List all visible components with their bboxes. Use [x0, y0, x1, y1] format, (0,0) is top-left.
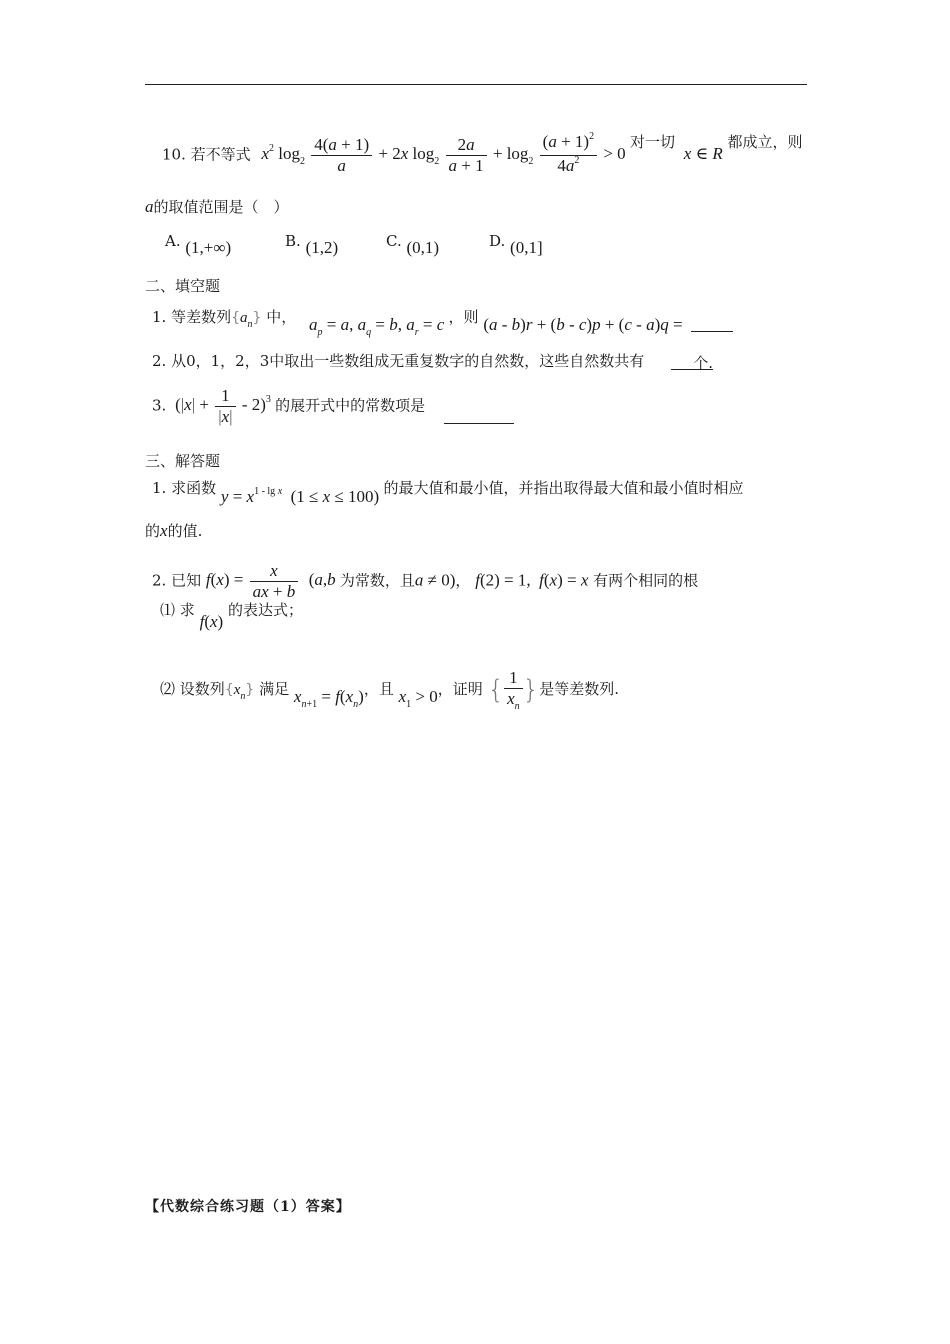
option-a-label: A.	[165, 232, 181, 250]
fill-q3-answer-blank[interactable]	[444, 407, 514, 424]
fill-q2-number: 2.	[152, 352, 167, 370]
solve-q2-number: 2.	[152, 571, 167, 590]
solve-q2-text2: 为常数，且	[339, 571, 415, 590]
q10-line1: 10. 若不等式 $x^2$ $\log_2$ $\frac{4(a + 1)}{a}$ + 2x $\log_2$ $\frac{2a}{a + 1}$ + $\log_2$ $\frac{(a + 1)^2}{4a^2}$ > 0 对一切 x ∈ R 都成立，则	[162, 131, 803, 175]
answer-heading: 【代数综合练习题（1）答案】	[145, 1199, 351, 1215]
solve-q1-line2a: 的	[145, 522, 161, 540]
header-rule	[145, 84, 807, 85]
fill-q1-answer-blank[interactable]	[691, 315, 733, 332]
part1-mark: ⑴	[160, 601, 176, 619]
option-d-value: (0,1]	[510, 238, 543, 257]
q10-number: 10.	[162, 145, 186, 164]
q10-tail2: 都成立，则	[727, 133, 803, 152]
option-d-label: D.	[489, 232, 506, 250]
fill-q1-number: 1.	[152, 308, 167, 326]
solve-q2: 2. 已知 f(x) = $\frac{x}{ax + b}$ (a,b 为常数，且a ≠ 0)， f(2) = 1, f(x) = x 有两个相同的根	[152, 561, 699, 601]
fill-q2-unit: 个.	[693, 354, 714, 372]
part2-text3: ，且	[363, 680, 394, 698]
q10-option-d	[489, 231, 543, 257]
part1-text2: 的表达式；	[228, 601, 304, 619]
fill-q3-number: 3.	[152, 396, 167, 415]
solve-q2-part1: ⑴ 求 f(x) 的表达式；	[160, 601, 304, 631]
fill-q3-text: 的展开式中的常数项是	[275, 396, 426, 415]
option-a-value: (1,+∞)	[185, 238, 232, 257]
option-c-value: (0,1)	[406, 238, 440, 257]
solve-q2-text3: ，	[455, 571, 471, 590]
q10-lead: 若不等式	[190, 145, 251, 164]
part2-mark: ⑵	[160, 680, 176, 698]
q10-option-a	[165, 231, 232, 257]
fill-q1-text3: ，则	[448, 308, 479, 326]
fill-q2-answer-blank[interactable]	[671, 353, 713, 370]
section3-title: 三、解答题	[145, 452, 221, 470]
solve-q2-part2: ⑵ 设数列$\{x_n\}$ 满足 $x_{n+1} = f(x_n)$，且 $x_1 > 0$，证明 { $\frac{1}{x_n}$ }是等差数列.	[160, 668, 619, 712]
solve-q1-text2: 的最大值和最小值，并指出取得最大值和最小值时相应	[383, 479, 744, 497]
solve-q2-text1: 已知	[171, 571, 202, 590]
q10-tail1: 对一切	[629, 133, 675, 152]
section2-title: 二、填空题	[145, 277, 221, 295]
fill-q3: 3. (|x| + $\frac{1}{|x|}$ - 2)$^3$ 的展开式中的常数项是	[152, 386, 514, 427]
q10-inequality: $x^2$ $\log_2$ $\frac{4(a + 1)}{a}$ + 2x $\log_2$ $\frac{2a}{a + 1}$ + $\log_2$ $\frac{(a + 1)^2}{4a^2}$ > 0	[261, 131, 630, 175]
solve-q2-text4: 有两个相同的根	[593, 571, 699, 590]
solve-q1: 1. 求函数 $y = x^{1 - lg x}$ (1 ≤ x ≤ 100) 的最大值和最小值，并指出取得最大值和最小值时相应	[152, 479, 744, 506]
option-b-value: (1,2)	[305, 238, 339, 257]
q10-option-c	[386, 231, 440, 257]
fill-q2-text: 从0，1，2，3中取出一些数组成无重复数字的自然数，这些自然数共有	[171, 352, 645, 370]
q10-line2-text: 的取值范围是（ ）	[153, 198, 289, 216]
q10-option-b	[285, 231, 339, 257]
part2-text4: ，证明	[437, 680, 483, 698]
part2-text1: 设数列	[179, 680, 225, 698]
part2-text5: 是等差数列.	[539, 680, 619, 698]
fill-q2	[152, 351, 713, 371]
option-c-label: C.	[386, 232, 402, 250]
solve-q1-line2b: 的值.	[167, 522, 203, 540]
part1-text1: 求	[179, 601, 195, 619]
option-b-label: B.	[285, 232, 301, 250]
solve-q1-line2: 的x的值.	[145, 521, 203, 540]
fill-q1-text1: 等差数列	[171, 308, 232, 326]
fill-q1-text2: 中，	[266, 308, 297, 326]
solve-q1-number: 1.	[152, 479, 167, 497]
part2-text2: 满足	[259, 680, 290, 698]
fill-q1: 1. 等差数列$\{a_n\}$ 中， $a_p = a$, $a_q = b$, $a_r = c$ ，则 (a - b)r + (b - c)p + (c - a)q =	[152, 305, 733, 330]
q10-line2: a的取值范围是（ ）	[145, 197, 289, 216]
solve-q1-text1: 求函数	[171, 479, 217, 497]
